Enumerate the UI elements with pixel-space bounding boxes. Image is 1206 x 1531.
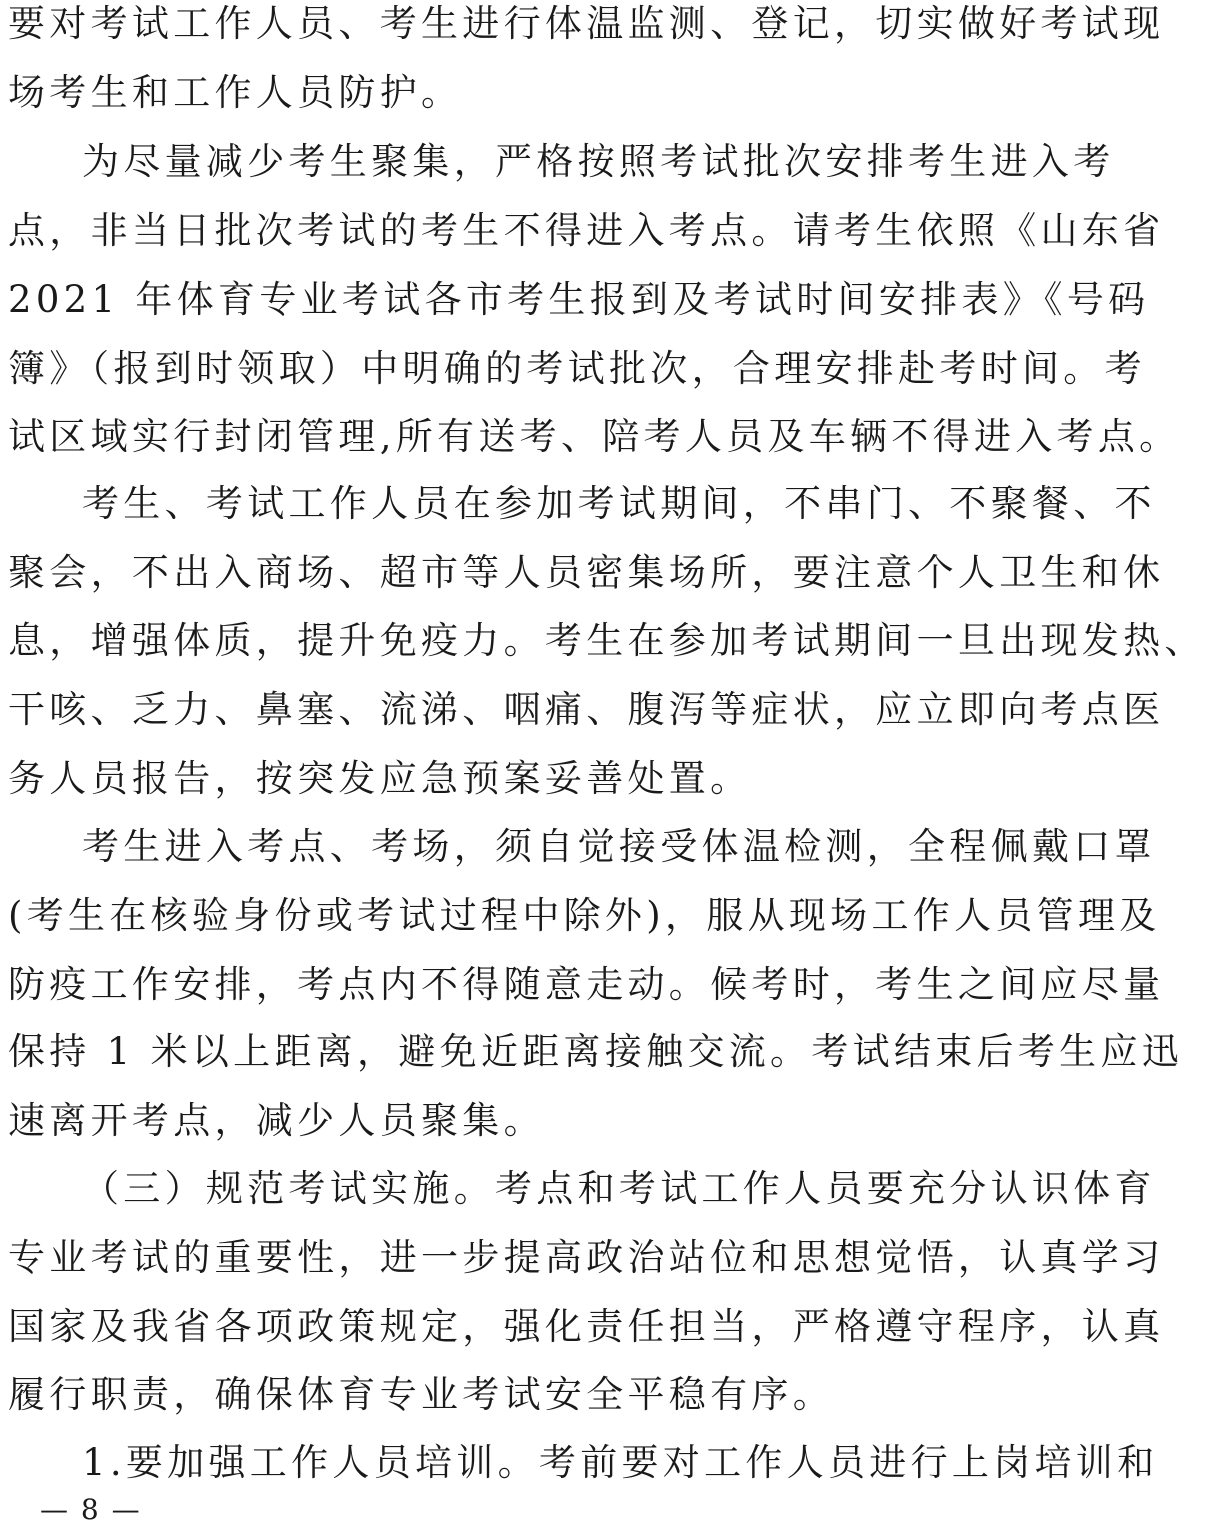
body-line: 要对考试工作人员、考生进行体温监测、登记，切实做好考试现	[8, 2, 1165, 45]
body-line: 点，非当日批次考试的考生不得进入考点。请考生依照《山东省	[8, 209, 1165, 252]
body-line: 防疫工作安排，考点内不得随意走动。候考时，考生之间应尽量	[8, 963, 1165, 1006]
body-line: 试区域实行封闭管理,所有送考、陪考人员及车辆不得进入考点。	[8, 415, 1181, 458]
body-line: 息，增强体质，提升免疫力。考生在参加考试期间一旦出现发热、	[8, 619, 1206, 662]
body-line: 务人员报告，按突发应急预案妥善处置。	[8, 757, 752, 800]
body-line: 考生进入考点、考场，须自觉接受体温检测，全程佩戴口罩	[82, 825, 1156, 868]
body-line: 速离开考点，减少人员聚集。	[8, 1099, 545, 1142]
page-number: — 8 —	[40, 1493, 142, 1526]
body-line: 为尽量减少考生聚集，严格按照考试批次安排考生进入考	[82, 140, 1115, 183]
body-line: 2021 年体育专业考试各市考生报到及考试时间安排表》《号码	[8, 278, 1150, 321]
body-line: 场考生和工作人员防护。	[8, 71, 463, 114]
body-line: 1.要加强工作人员培训。考前要对工作人员进行上岗培训和	[82, 1441, 1159, 1484]
body-line: 聚会，不出入商场、超市等人员密集场所，要注意个人卫生和休	[8, 551, 1165, 594]
body-line: 国家及我省各项政策规定，强化责任担当，严格遵守程序，认真	[8, 1305, 1165, 1348]
body-line: 履行职责，确保体育专业考试安全平稳有序。	[8, 1373, 834, 1416]
body-line: 簿》（报到时领取）中明确的考试批次，合理安排赴考时间。考	[8, 347, 1146, 390]
body-line: 保持 1 米以上距离，避免近距离接触交流。考试结束后考生应迅	[8, 1030, 1184, 1073]
section-heading-line: （三）规范考试实施。考点和考试工作人员要充分认识体育	[82, 1167, 1156, 1210]
body-line: 干咳、乏力、鼻塞、流涕、咽痛、腹泻等症状，应立即向考点医	[8, 688, 1165, 731]
body-line: 专业考试的重要性，进一步提高政治站位和思想觉悟，认真学习	[8, 1236, 1165, 1279]
body-line: (考生在核验身份或考试过程中除外)，服从现场工作人员管理及	[8, 894, 1161, 937]
body-line: 考生、考试工作人员在参加考试期间，不串门、不聚餐、不	[82, 482, 1156, 525]
